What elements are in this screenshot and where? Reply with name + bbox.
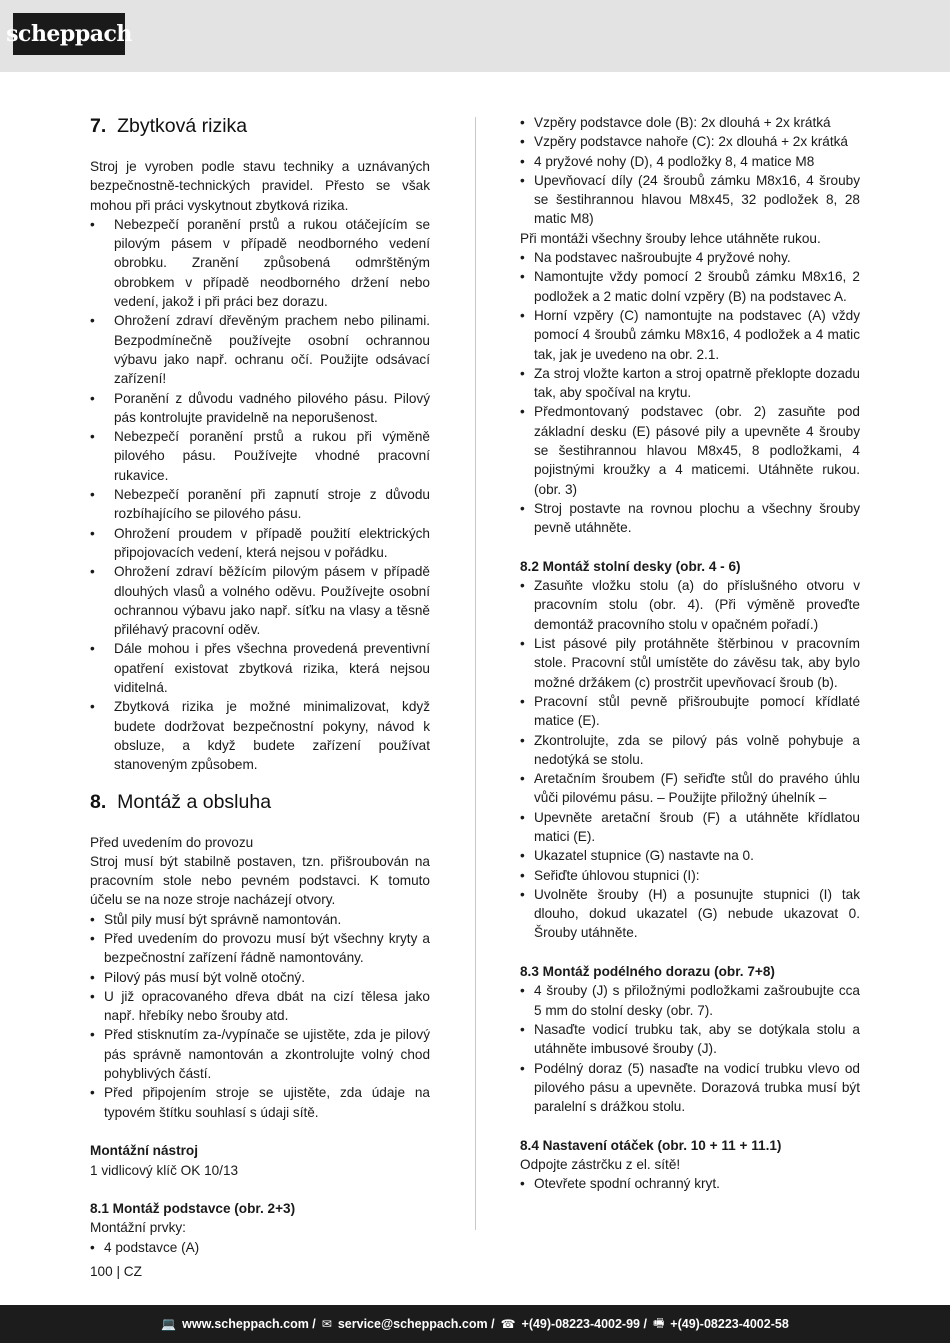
list-item: • Upevněte aretační šroub (F) a utáhněte křídlatou matici (E). [520, 808, 860, 847]
list-item: • Před uvedením do provozu musí být všechny kryty a bezpečnostní zařízení řádně namontovány. [90, 929, 430, 968]
list-item: • Uvolněte šrouby (H) a posunujte stupnici (I) tak dlouho, dokud ukazatel (G) nebude ukazovat 0. Šrouby utáhněte. [520, 885, 860, 943]
list-item: • 4 šrouby (J) s přiložnými podložkami zašroubujte cca 5 mm do stolní desky (obr. 7). [520, 981, 860, 1020]
unplug-note: Odpojte zástrčku z el. sítě! [520, 1157, 681, 1173]
column-divider [475, 117, 476, 1230]
list-item: • 4 podstavce (A) [90, 1238, 430, 1257]
before-operation-list [90, 910, 430, 1122]
scheppach-logo: scheppach [13, 13, 125, 55]
section-7-heading: 7. Zbytková rizika [90, 115, 248, 137]
section-7-intro: Stroj je vyroben podle stavu techniky a uznávaných bezpečnostně-technických pravidel. Přesto se však mohou při práci vyskytnout zbytková rizika. [90, 159, 430, 213]
list-item: • Nasaďte vodicí trubku tak, aby se dotýkala stolu a utáhněte imbusové šrouby (J). [520, 1020, 860, 1059]
footer-phone: +(49)-08223-4002-99 / [521, 1317, 647, 1331]
list-item: • Otevřete spodní ochranný kryt. [520, 1174, 860, 1193]
section-8-intro: Stroj musí být stabilně postaven, tzn. přišroubován na pracovním stole nebo pevném podstavci. K tomuto účelu se na noze stroje nacházejí otvory. [90, 853, 430, 908]
section-8-2-heading: 8.2 Montáž stolní desky (obr. 4 - 6) [520, 558, 741, 574]
list-item: • Zbytková rizika je možné minimalizovat, když budete dodržovat bezpečnostní pokyny, návod k obsluze, a když budete zařízení používat stanoveným způsobem. [90, 697, 430, 774]
section-8-heading: 8. Montáž a obsluha [90, 790, 272, 813]
footer-fax: +(49)-08223-4002-58 [670, 1317, 789, 1331]
section-8-3-heading: 8.3 Montáž podélného dorazu (obr. 7+8) [520, 964, 775, 980]
phone-icon: ☎ [500, 1317, 516, 1331]
footer-website: www.scheppach.com / [182, 1317, 316, 1331]
before-operation-label: Před uvedením do provozu [90, 834, 254, 850]
list-item: • List pásové pily protáhněte štěrbinou v pracovním stole. Pracovní stůl umístěte do závěsu tak, aby bylo možné držákem (c) prostrčit upevňovací šroub (b). [520, 634, 860, 692]
page-number: 100 | CZ [90, 1264, 142, 1279]
fax-icon: 🖷 [652, 1315, 665, 1330]
left-column [90, 113, 430, 1257]
list-item: • Dále mohou i přes všechna provedená preventivní opatření existovat zbytková rizika, která nejsou viditelná. [90, 639, 430, 697]
list-item: • Aretačním šroubem (F) seřiďte stůl do pravého úhlu vůči pilovému pásu. – Použijte přiložný úhelník – [520, 769, 860, 808]
monitor-icon: 💻 [161, 1317, 177, 1331]
list-item: • Nebezpečí poranění při zapnutí stroje z důvodu rozbíhajícího se pilového pásu. [90, 485, 430, 524]
list-item: • Horní vzpěry (C) namontujte na podstavec (A) vždy pomocí 4 šroubů zámku M8x16, 4 podložek a 4 matic tak, jak je uvedeno na obr. 2.1. [520, 306, 860, 364]
list-item: • Před stisknutím za-/vypínače se ujistěte, zda je pilový pás správně namontován a zkontrolujte volný chod pohyblivých částí. [90, 1025, 430, 1083]
assembly-parts-list [90, 1238, 430, 1257]
assembly-note: Při montáži všechny šrouby lehce utáhněte rukou. [520, 230, 821, 246]
table-assembly-steps [520, 576, 860, 943]
list-item: • Před připojením stroje se ujistěte, zda údaje na typovém štítku souhlasí s údaji sítě. [90, 1083, 430, 1122]
list-item: • Zkontrolujte, zda se pilový pás volně pohybuje a nedotýká se stolu. [520, 731, 860, 770]
footer-contact-bar [0, 1305, 950, 1343]
section-8-4-heading: 8.4 Nastavení otáček (obr. 10 + 11 + 11.1) [520, 1137, 782, 1153]
list-item: • Vzpěry podstavce nahoře (C): 2x dlouhá + 2x krátká [520, 132, 860, 151]
header-band [0, 0, 950, 72]
speed-setting-steps [520, 1174, 860, 1193]
list-item: • U již opracovaného dřeva dbát na cizí tělesa jako např. hřebíky nebo šrouby atd. [90, 987, 430, 1026]
list-item: • Na podstavec našroubujte 4 pryžové nohy. [520, 248, 860, 267]
list-item: • Upevňovací díly (24 šroubů zámku M8x16, 4 šrouby se šestihrannou hlavou M8x45, 32 podložek 8, 28 matic M8) [520, 171, 860, 229]
list-item: • Stroj postavte na rovnou plochu a všechny šrouby pevně utáhněte. [520, 499, 860, 538]
list-item: • Poranění z důvodu vadného pilového pásu. Pilový pás kontrolujte pravidelně na neporušenost. [90, 389, 430, 428]
list-item: • 4 pryžové nohy (D), 4 podložky 8, 4 matice M8 [520, 152, 860, 171]
fence-assembly-steps [520, 981, 860, 1116]
right-column [520, 113, 860, 1194]
assembly-tool-heading: Montážní nástroj [90, 1143, 198, 1159]
assembly-tool-text: 1 vidlicový klíč OK 10/13 [90, 1162, 239, 1178]
list-item: • Ukazatel stupnice (G) nastavte na 0. [520, 846, 860, 865]
list-item: • Vzpěry podstavce dole (B): 2x dlouhá + 2x krátká [520, 113, 860, 132]
assembly-parts-label: Montážní prvky: [90, 1220, 186, 1236]
list-item: • Stůl pily musí být správně namontován. [90, 910, 430, 929]
residual-risks-list [90, 215, 430, 775]
list-item: • Předmontovaný podstavec (obr. 2) zasuňte pod základní desku (E) pásové pily a upevněte 4 šrouby se šestihrannou hlavou M8x45, 8 podložkami, 4 pojistnými kroužky a 4 maticemi. Utáhněte rukou. (obr. 3) [520, 402, 860, 498]
list-item: • Seřiďte úhlovou stupnici (I): [520, 866, 860, 885]
list-item: • Zasuňte vložku stolu (a) do příslušného otvoru v pracovním stolu (obr. 4). (Při výměně proveďte demontáž pracovního stolu v opačném pořadí.) [520, 576, 860, 634]
list-item: • Nebezpečí poranění prstů a rukou při výměně pilového pásu. Používejte vhodné pracovní rukavice. [90, 427, 430, 485]
footer-email: service@scheppach.com / [337, 1317, 495, 1331]
email-icon: ✉ [321, 1317, 332, 1331]
list-item: • Ohrožení zdraví běžícím pilovým pásem v případě dlouhých vlasů a volného oděvu. Používejte osobní ochrannou výbavu jako např. síťku na vlasy a těsně přiléhavý pracovní oděv. [90, 562, 430, 639]
list-item: • Pracovní stůl pevně přišroubujte pomocí křídlaté matice (E). [520, 692, 860, 731]
stand-assembly-steps [520, 248, 860, 537]
list-item: • Podélný doraz (5) nasaďte na vodicí trubku vlevo od pilového pásu a upevněte. Dorazová trubka musí být paralelní s drážkou stolu. [520, 1059, 860, 1117]
list-item: • Ohrožení proudem v případě použití elektrických připojovacích vedení, která nejsou v pořádku. [90, 524, 430, 563]
list-item: • Namontujte vždy pomocí 2 šroubů zámku M8x16, 2 podložek a 2 matic dolní vzpěry (B) na podstavec A. [520, 267, 860, 306]
list-item: • Za stroj vložte karton a stroj opatrně překlopte dozadu tak, aby spočíval na krytu. [520, 364, 860, 403]
section-8-1-heading: 8.1 Montáž podstavce (obr. 2+3) [90, 1201, 296, 1217]
assembly-parts-list-continued [520, 113, 860, 229]
list-item: • Nebezpečí poranění prstů a rukou otáčejícím se pilovým pásem v případě neodborného vedení obrobku. Zranění způsobená odmrštěným obrobkem v případě neodborného držení nebo vedení, jakož i při práci bez dorazu. [90, 215, 430, 311]
list-item: • Ohrožení zdraví dřevěným prachem nebo pilinami. Bezpodmínečně používejte osobní ochrannou výbavu jako např. ochranu očí. Použijte odsávací zařízení! [90, 311, 430, 388]
list-item: • Pilový pás musí být volně otočný. [90, 968, 430, 987]
